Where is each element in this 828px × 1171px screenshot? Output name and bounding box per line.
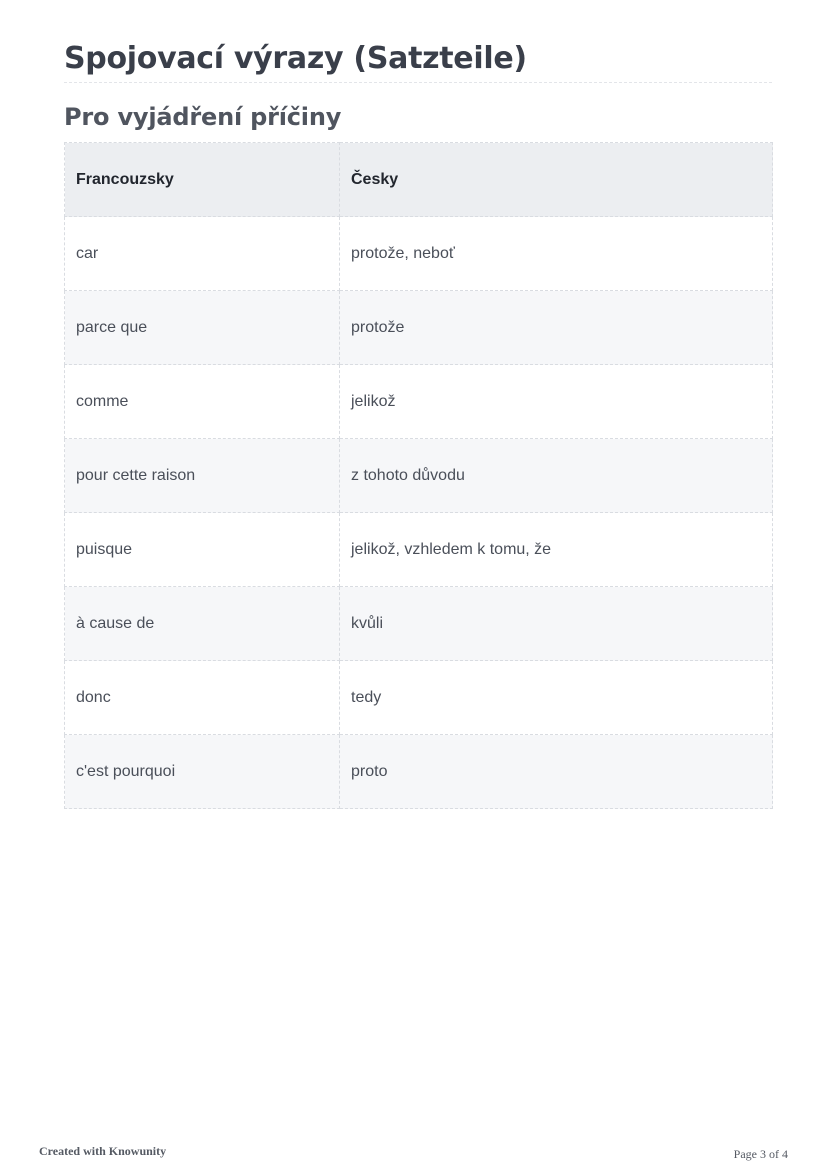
cell-french: comme: [65, 365, 340, 439]
page-number: Page 3 of 4: [733, 1147, 788, 1161]
created-with-label: Created with Knowunity: [39, 1144, 167, 1158]
table-row: [65, 735, 773, 809]
cell-french: à cause de: [65, 587, 340, 661]
vocabulary-table: [64, 142, 773, 809]
section-title: Pro vyjádření příčiny: [64, 103, 342, 131]
column-header-czech: Česky: [340, 143, 773, 217]
table-row: [65, 365, 773, 439]
table-row: [65, 291, 773, 365]
cell-czech: jelikož, vzhledem k tomu, že: [340, 513, 773, 587]
table-row: [65, 661, 773, 735]
cell-czech: proto: [340, 735, 773, 809]
column-header-french: Francouzsky: [65, 143, 340, 217]
cell-french: pour cette raison: [65, 439, 340, 513]
page-title: Spojovací výrazy (Satzteile): [64, 36, 772, 83]
cell-french: donc: [65, 661, 340, 735]
cell-czech: jelikož: [340, 365, 773, 439]
table-row: [65, 439, 773, 513]
cell-french: puisque: [65, 513, 340, 587]
cell-french: c'est pourquoi: [65, 735, 340, 809]
cell-french: car: [65, 217, 340, 291]
cell-czech: tedy: [340, 661, 773, 735]
table-header-row: [65, 143, 773, 217]
cell-czech: z tohoto důvodu: [340, 439, 773, 513]
table-row: [65, 217, 773, 291]
table-row: [65, 513, 773, 587]
table-row: [65, 587, 773, 661]
cell-czech: protože: [340, 291, 773, 365]
cell-czech: protože, neboť: [340, 217, 773, 291]
cell-french: parce que: [65, 291, 340, 365]
cell-czech: kvůli: [340, 587, 773, 661]
